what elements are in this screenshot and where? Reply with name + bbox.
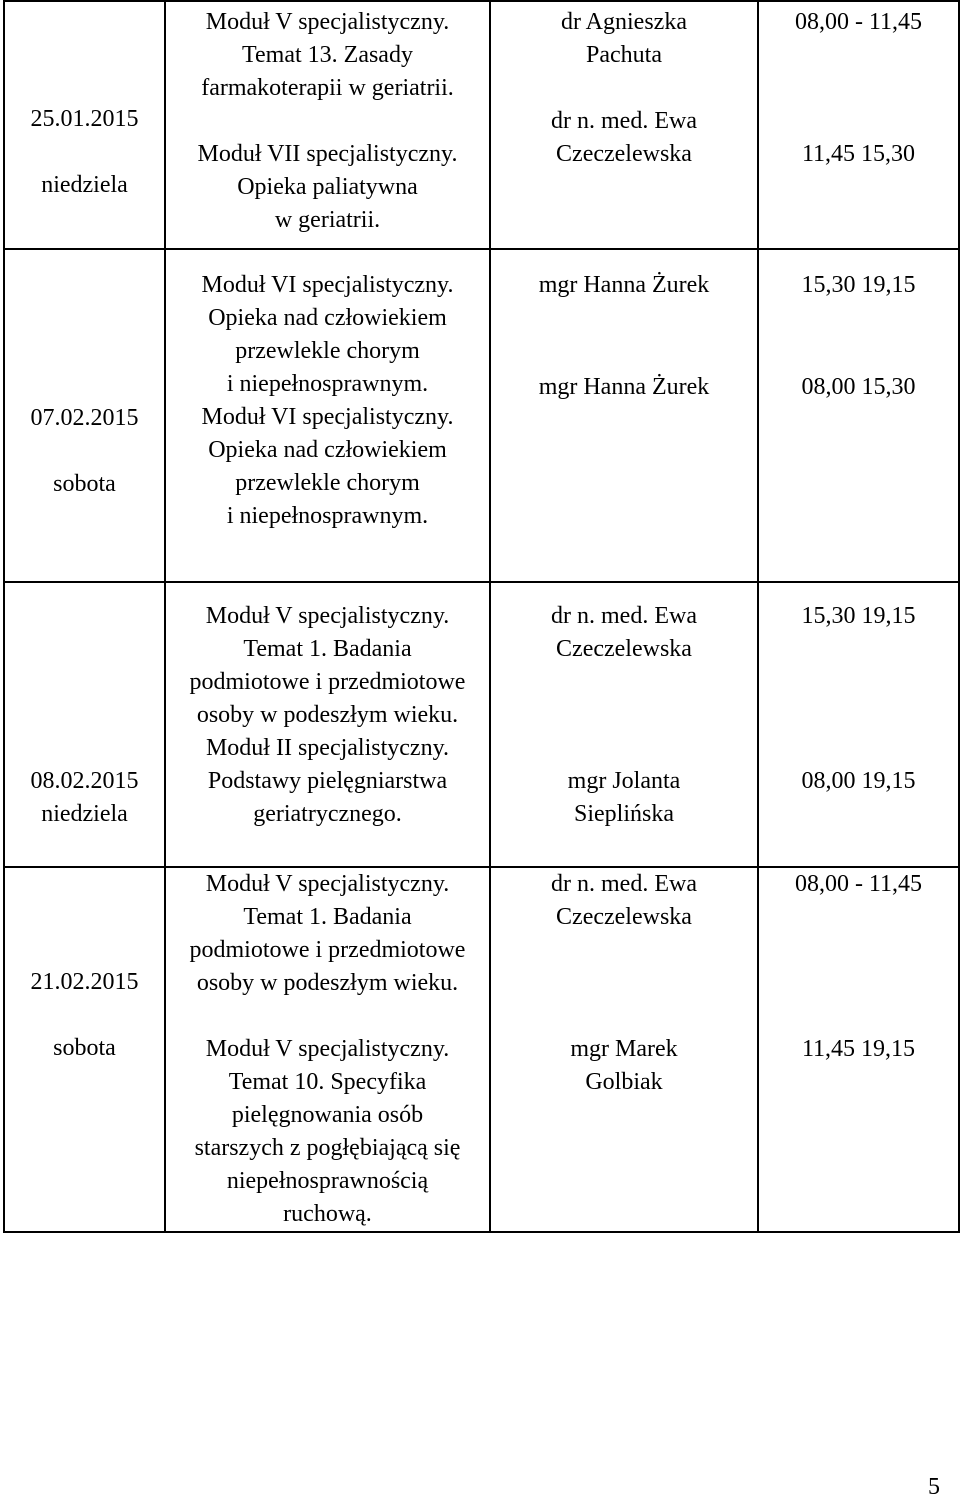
topic-text: Moduł II specjalistyczny. Podstawy pielęgniarstwa geriatrycznego.: [205, 735, 450, 827]
teacher-text: mgr Jolanta Sieplińska: [567, 768, 681, 827]
table-row: [4, 249, 959, 582]
topic-cell: [165, 249, 490, 582]
table-row: [4, 1, 959, 249]
weekday-text: niedziela: [41, 172, 128, 198]
time-cell: [758, 582, 959, 867]
date-text: 21.02.2015: [30, 969, 139, 995]
weekday-text: niedziela: [41, 801, 128, 827]
date-cell: [4, 249, 165, 582]
teacher-cell: [490, 582, 758, 867]
time-text: 11,45 15,30: [801, 141, 916, 167]
page-number: 5: [928, 1474, 940, 1500]
time-cell: [758, 867, 959, 1232]
schedule-table: [3, 0, 960, 1233]
time-text: 15,30 19,15: [801, 603, 916, 629]
date-cell: [4, 582, 165, 867]
topic-text: Moduł VI specjalistyczny. Opieka nad człowiekiem przewlekle chorym i niepełnosprawnym.: [201, 272, 454, 397]
date-text: 25.01.2015: [30, 106, 139, 132]
topic-text: Moduł V specjalistyczny. Temat 13. Zasady farmakoterapii w geriatrii.: [201, 9, 454, 101]
time-text: 08,00 - 11,45: [794, 9, 923, 35]
topic-text: Moduł VII specjalistyczny. Opieka paliatywna w geriatrii.: [197, 141, 458, 233]
time-text: 11,45 19,15: [801, 1036, 916, 1062]
topic-cell: [165, 582, 490, 867]
teacher-text: mgr Marek Golbiak: [570, 1036, 678, 1095]
topic-text: Moduł V specjalistyczny. Temat 1. Badania podmiotowe i przedmiotowe osoby w podeszłym wieku.: [189, 603, 466, 728]
topic-text: Moduł VI specjalistyczny. Opieka nad człowiekiem przewlekle chorym i niepełnosprawnym.: [201, 404, 454, 529]
weekday-text: sobota: [53, 1035, 116, 1061]
time-text: 08,00 19,15: [801, 768, 916, 794]
teacher-cell: [490, 867, 758, 1232]
date-text: 07.02.2015: [30, 405, 139, 431]
teacher-text: mgr Hanna Żurek: [538, 272, 710, 298]
table-row: [4, 582, 959, 867]
time-text: 08,00 15,30: [801, 374, 916, 400]
date-text: 08.02.2015: [30, 768, 139, 794]
teacher-text: dr n. med. Ewa Czeczelewska: [551, 603, 697, 662]
topic-cell: [165, 1, 490, 249]
topic-text: Moduł V specjalistyczny. Temat 1. Badania podmiotowe i przedmiotowe osoby w podeszłym wieku.: [189, 871, 466, 996]
topic-cell: [165, 867, 490, 1232]
time-text: 08,00 - 11,45: [794, 871, 923, 897]
date-cell: [4, 1, 165, 249]
time-text: 15,30 19,15: [801, 272, 916, 298]
topic-text: Moduł V specjalistyczny. Temat 10. Specyfika pielęgnowania osób starszych z pogłębiającą się niepełnosprawnością ruchową.: [194, 1036, 461, 1227]
teacher-text: dr n. med. Ewa Czeczelewska: [551, 871, 697, 930]
teacher-cell: [490, 249, 758, 582]
table-row: [4, 867, 959, 1232]
teacher-text: dr Agnieszka Pachuta: [561, 9, 687, 68]
teacher-cell: [490, 1, 758, 249]
date-cell: [4, 867, 165, 1232]
weekday-text: sobota: [53, 471, 116, 497]
teacher-text: mgr Hanna Żurek: [538, 374, 710, 400]
time-cell: [758, 1, 959, 249]
time-cell: [758, 249, 959, 582]
teacher-text: dr n. med. Ewa Czeczelewska: [551, 108, 697, 167]
